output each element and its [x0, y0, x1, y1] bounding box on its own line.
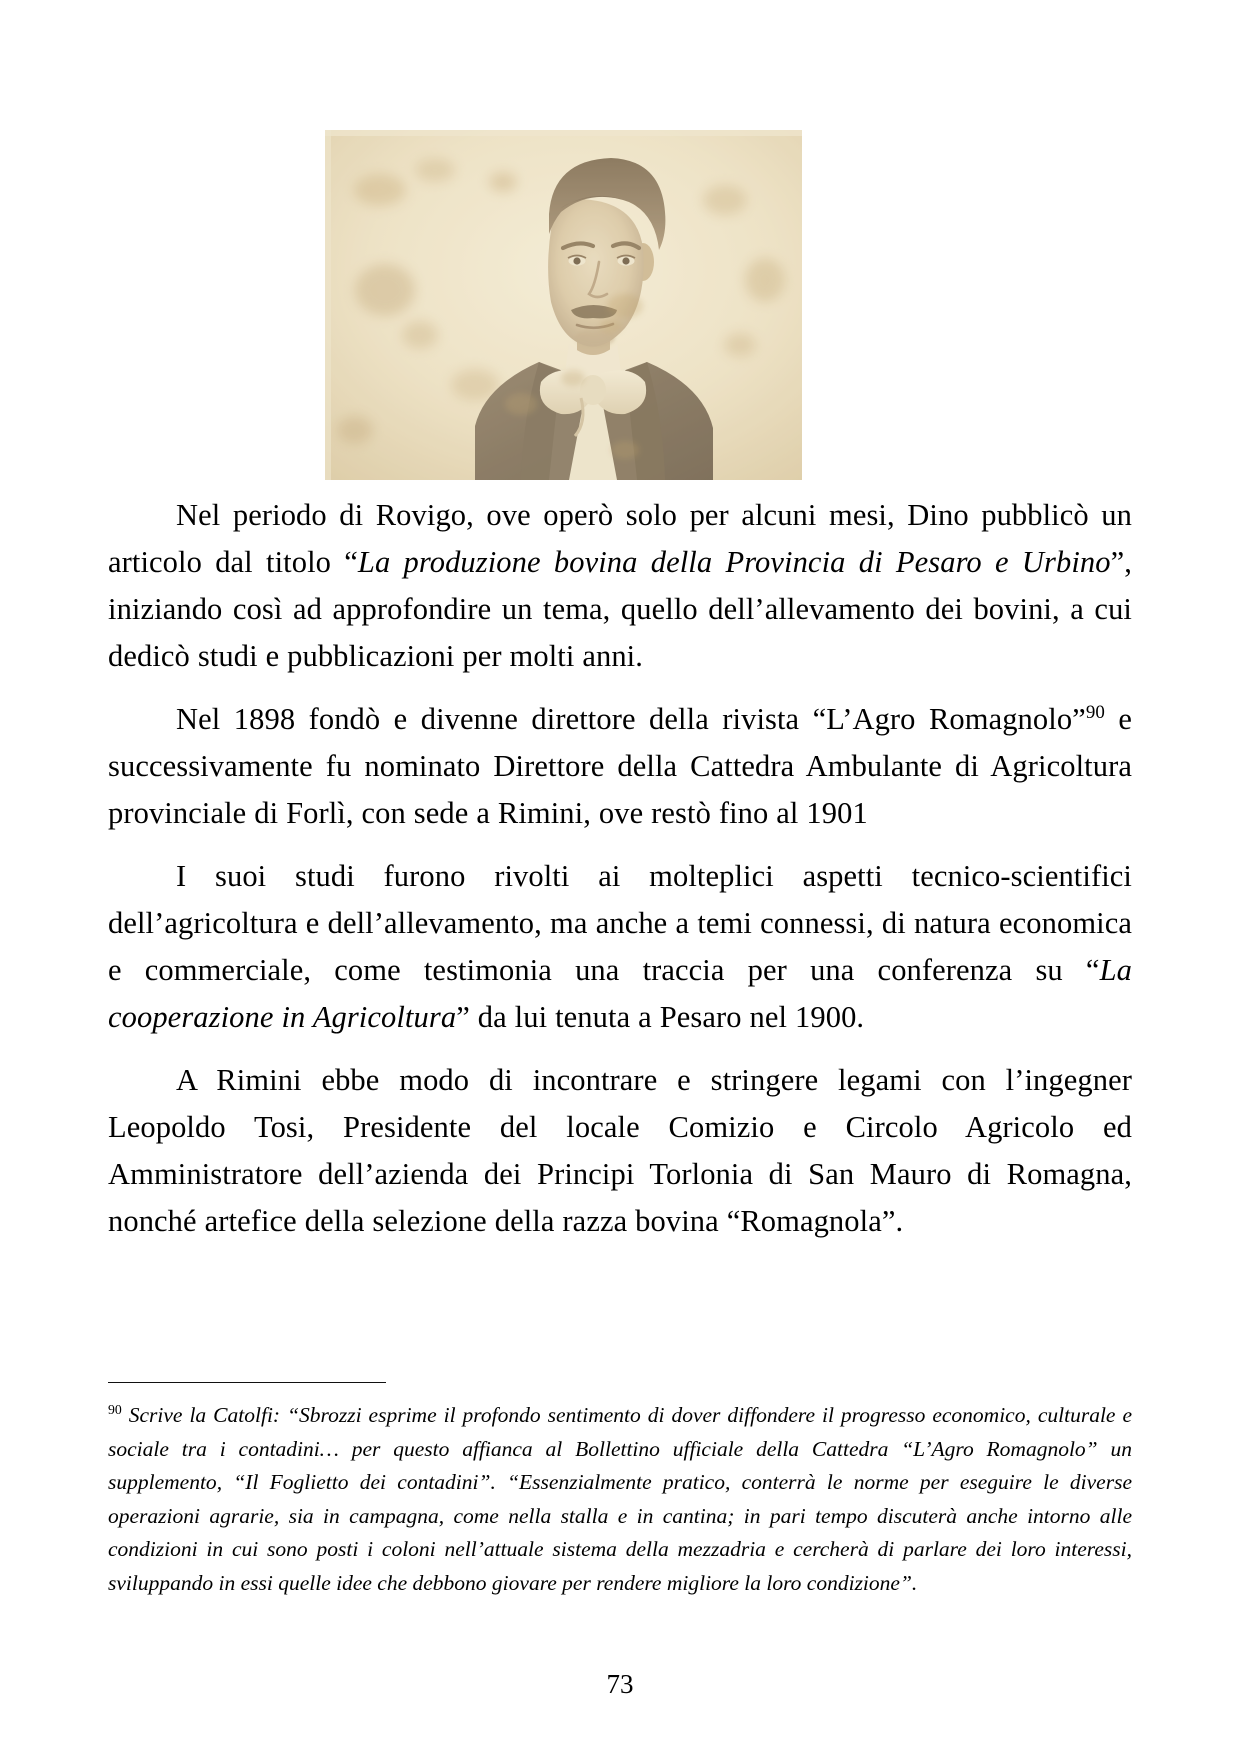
text-run: I suoi studi furono rivolti ai molteplici aspetti tecnico-scientifici dell’agricoltura e dell’allevamento, ma anche a temi connessi, di natura economica e commerciale, come testimonia una traccia per una conferenza su “: [108, 859, 1132, 987]
footnote-separator-rule: [108, 1382, 386, 1383]
text-run: Scrive la Catolfi: “: [121, 1403, 300, 1427]
footnote-number: 90: [108, 1401, 122, 1417]
text-run: e successivamente fu nominato Direttore della Cattedra Ambulante di Agricoltura provinciale di Forlì, con sede a Rimini, ove restò fino al 1901: [108, 702, 1133, 830]
footnote-90: [108, 1399, 1132, 1600]
italic-run: un supplemento: [108, 1436, 1132, 1494]
text-run: questo: [380, 1436, 463, 1461]
footnote-text: [108, 1403, 1132, 1595]
text-run: A Rimini ebbe modo di incontrare e stringere legami con l’ingegner Leopoldo Tosi, Presidente del locale Comizio e Circolo Agricolo ed Amministratore dell’azienda dei Principi Torlonia di San Mauro di Romagna, nonché artefice della selezione della razza bovina “Romagnola”.: [108, 1063, 1132, 1238]
page-number: 73: [606, 1669, 634, 1699]
paragraph-3: [108, 853, 1132, 1041]
italic-run: Sbrozzi esprime il profondo sentimento di dover diffondere il progresso economico, culturale e sociale tra i contadini… per: [108, 1403, 1132, 1461]
text-run: “L’Agro Romagnolo”: [888, 1436, 1111, 1461]
paragraph-1: [108, 492, 1132, 680]
portrait-photograph-image: [325, 130, 802, 480]
italic-run: affianca al Bollettino ufficiale della Cattedra: [462, 1436, 889, 1461]
footnote-section: [108, 1382, 1132, 1600]
text-run: ”, iniziando così ad approfondire un tema, quello dell’allevamento dei bovini, a cui dedicò studi e pubblicazioni per molti anni.: [108, 545, 1132, 673]
text-run: , “Il Foglietto dei contadini”.: [216, 1470, 508, 1494]
text-run: ” da lui tenuta a Pesaro nel 1900.: [456, 1000, 865, 1034]
footnote-reference: 90: [1085, 701, 1105, 723]
body-content: [108, 492, 1132, 1245]
italic-run: La produzione bovina della Provincia di Pesaro e Urbino: [357, 545, 1111, 579]
paragraph-2: [108, 696, 1132, 837]
text-run: Nel 1898 fondò e divenne direttore della rivista “L’Agro Romagnolo”: [176, 702, 1086, 736]
italic-run: “Essenzialmente pratico, conterrà le norme per eseguire le diverse operazioni agrarie, sia in campagna, come nella stalla e in cantina; in pari tempo discuterà anche intorno alle condizioni in cui sono posti i coloni nell’attuale sistema della mezzadria e cercherà di parlare dei loro interessi, sviluppando in essi quelle idee che debbono giovare per rendere migliore la loro condizione”.: [108, 1470, 1132, 1595]
italic-run: La cooperazione in Agricoltura: [108, 953, 1132, 1034]
portrait-photograph: [325, 130, 802, 480]
paragraph-4: [108, 1057, 1132, 1245]
text-run: Nel periodo di Rovigo, ove operò solo per alcuni mesi, Dino pubblicò un articolo dal titolo “: [108, 498, 1132, 579]
